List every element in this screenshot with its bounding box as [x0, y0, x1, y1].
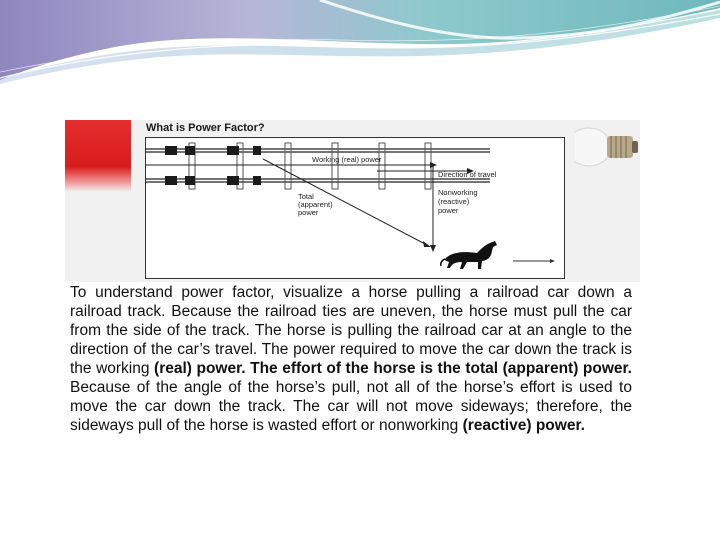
figure-title: What is Power Factor? — [146, 122, 265, 134]
total-label-line2: (apparent) — [298, 200, 333, 209]
railroad-diagram — [145, 137, 565, 279]
light-bulb-icon — [575, 120, 640, 175]
working-power-label: Working (real) power — [312, 155, 382, 164]
description-text: To understand power factor, visualize a horse pulling a railroad car down a railroad track. Because the railroad ties are uneven, the horse must pull the car from the side of the track. The horse is pulling the railroad car at an angle to the direction of the car’s travel. The power required to move the car down the track is the working — [70, 284, 632, 377]
description-text: Because of the angle of the horse’s pull, not all of the horse’s effort is used to move the car down the track. The car will not move sideways; therefore, the sideways pull of the horse is wasted effort or nonworking — [70, 379, 632, 434]
direction-of-travel-label: Direction of travel — [438, 170, 497, 179]
nonworking-label-line1: Nonworking — [438, 188, 478, 197]
power-factor-description — [70, 283, 632, 435]
total-label-line1: Total — [298, 192, 314, 201]
power-factor-figure — [65, 120, 640, 282]
header-swoosh-decoration — [0, 0, 720, 90]
total-label-line3: power — [298, 208, 319, 217]
red-accent-block — [65, 120, 131, 192]
description-bold-text: (real) power. The effort of the horse is the total (apparent) power. — [154, 360, 632, 377]
nonworking-label-line3: power — [438, 206, 459, 215]
description-bold-text: (reactive) power. — [462, 417, 585, 434]
nonworking-label-line2: (reactive) — [438, 197, 470, 206]
